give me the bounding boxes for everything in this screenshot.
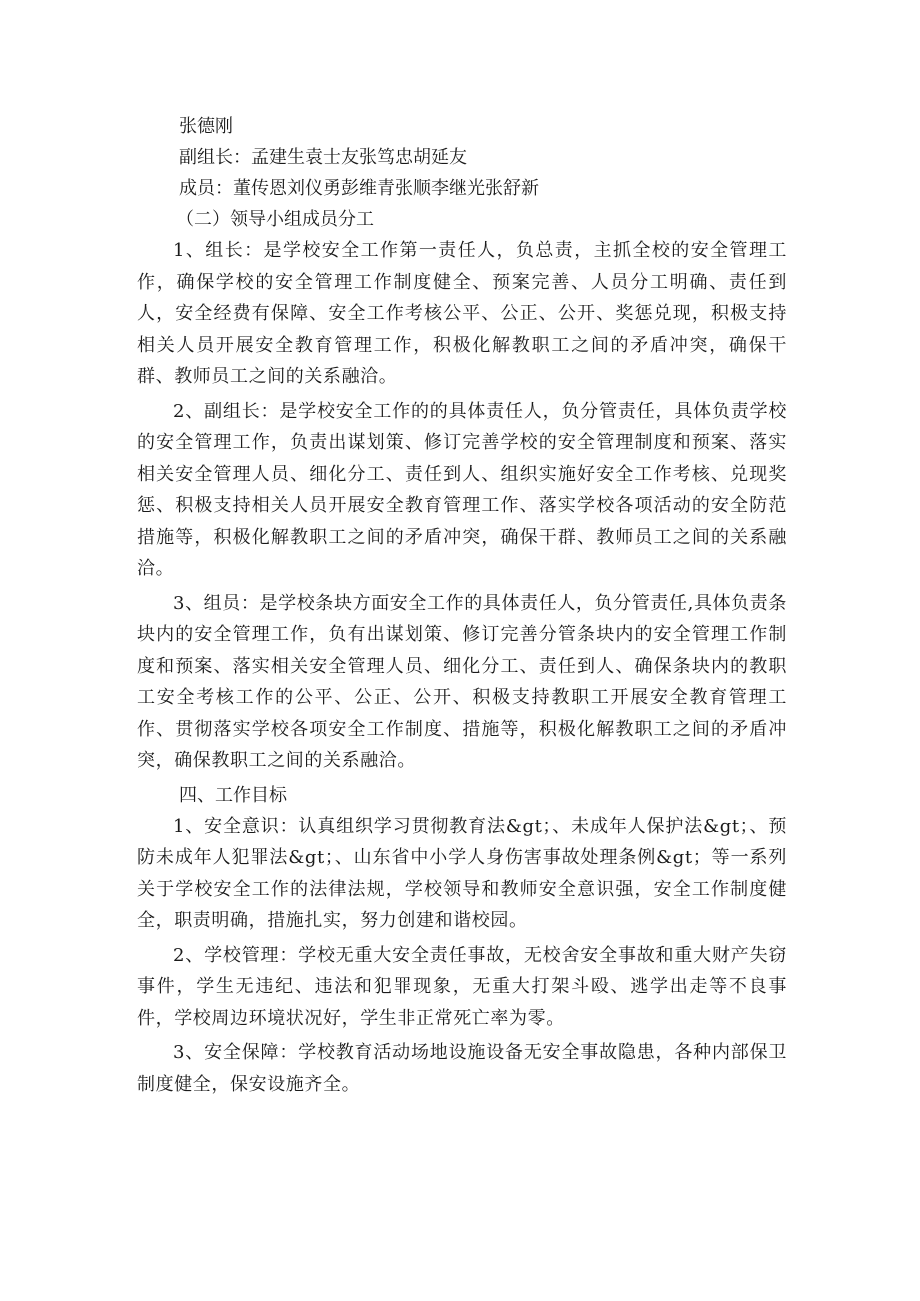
paragraph-deputy-duty: 2、副组长：是学校安全工作的的具体责任人，负分管责任，具体负责学校的安全管理工作，负责出谋划策、修订完善学校的安全管理制度和预案、落实相关安全管理人员、细化分工、责任到人、组织实施好安全工作考核、兑现奖惩、积极支持相关人员开展安全教育管理工作、落实学校各项活动的安全防范措施等，积极化解教职工之间的矛盾冲突，确保干群、教师员工之间的关系融洽。 [137,400,787,579]
section-goals-heading: 四、工作目标 [179,784,287,806]
paragraph-school-management: 2、学校管理：学校无重大安全责任事故，无校舍安全事故和重大财产失窃事件，学生无违纪、违法和犯罪现象，无重大打架斗殴、逃学出走等不良事件，学校周边环境状况好，学生非正常死亡率为零。 [137,944,787,1029]
paragraph-safety-awareness: 1、安全意识：认真组织学习贯彻教育法&gt；、未成年人保护法&gt；、预防未成年人犯罪法&gt；、山东省中小学人身伤害事故处理条例&gt；等一系列关于学校安全工作的法律法规，学校领导和教师安全意识强，安全工作制度健全，职责明确，措施扎实，努力创建和谐校园。 [137,815,787,931]
section-division-heading: （二）领导小组成员分工 [176,209,374,230]
paragraph-leader-duty: 1、组长：是学校安全工作第一责任人，负总责，主抓全校的安全管理工作，确保学校的安全管理工作制度健全、预案完善、人员分工明确、责任到人，安全经费有保障、安全工作考核公平、公正、公开、奖惩兑现，积极支持相关人员开展安全教育管理工作，积极化解教职工之间的矛盾冲突，确保干群、教师员工之间的关系融洽。 [137,240,787,387]
document-body [137,111,787,1103]
paragraph-safety-guarantee: 3、安全保障：学校教育活动场地设施设备无安全事故隐患，各种内部保卫制度健全，保安设施齐全。 [137,1042,787,1095]
leader-name: 张德刚 [179,116,233,137]
deputy-leaders-line: 副组长：孟建生袁士友张笃忠胡延友 [179,147,467,168]
paragraph-member-duty: 3、组员：是学校条块方面安全工作的具体责任人，负分管责任,具体负责条块内的安全管理工作，负有出谋划策、修订完善分管条块内的安全管理工作制度和预案、落实相关安全管理人员、细化分工、责任到人、确保条块内的教职工安全考核工作的公平、公正、公开、积极支持教职工开展安全教育管理工作、贯彻落实学校各项安全工作制度、措施等，积极化解教职工之间的矛盾冲突，确保教职工之间的关系融洽。 [137,592,787,771]
members-line: 成员：董传恩刘仪勇彭维青张顺李继光张舒新 [179,178,539,199]
